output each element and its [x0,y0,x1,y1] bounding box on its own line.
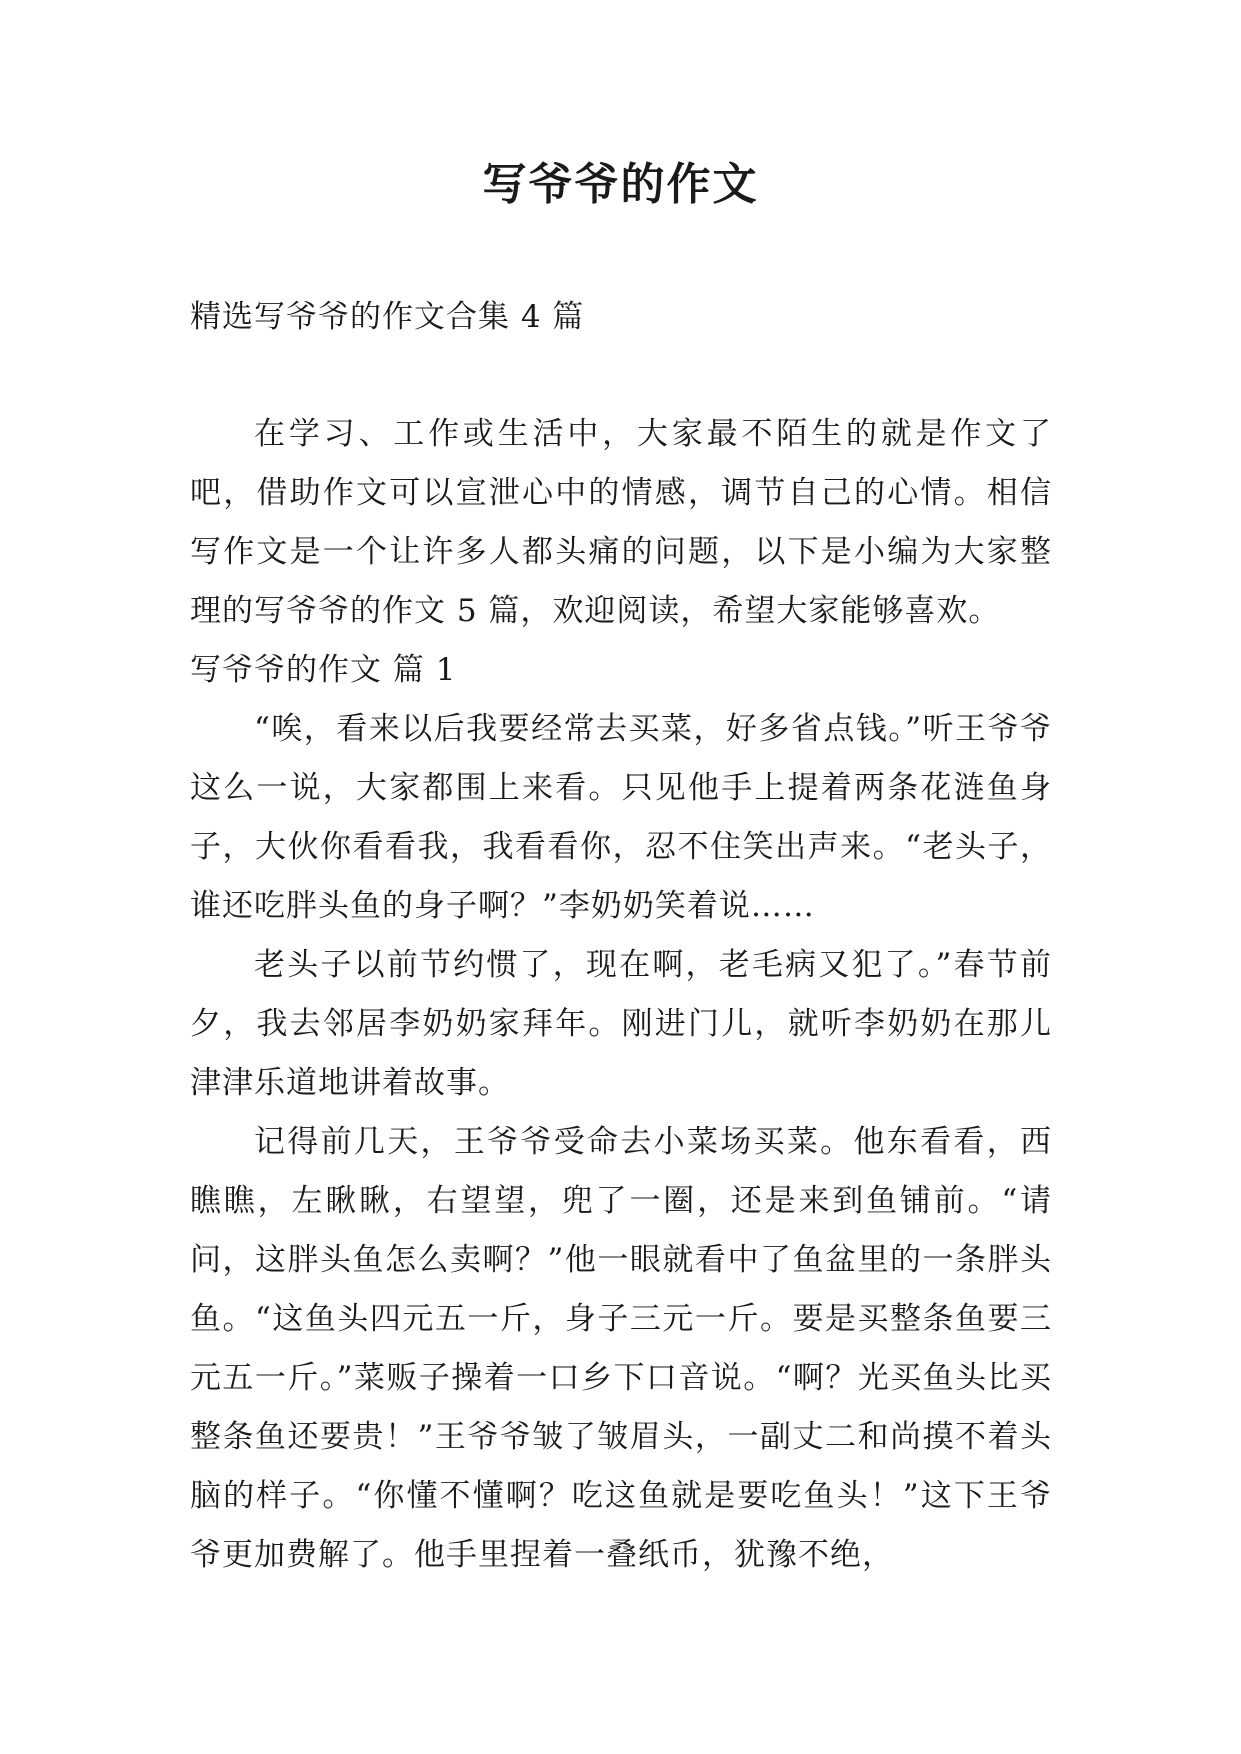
section-heading: 写爷爷的作文 篇 1 [190,652,457,688]
paragraph-intro: 在学习、工作或生活中，大家最不陌生的就是作文了吧，借助作文可以宣泄心中的情感，调节自己的心情。相信写作文是一个让许多人都头痛的问题，以下是小编为大家整理的写爷爷的作文 5 篇，欢迎阅读，希望大家能够喜欢。 [190,416,1052,629]
paragraph: 老头子以前节约惯了，现在啊，老毛病又犯了。”春节前夕，我去邻居李奶奶家拜年。刚进门儿，就听李奶奶在那儿津津乐道地讲着故事。 [190,947,1052,1101]
document-body [190,405,1052,1585]
document-title: 写爷爷的作文 [482,159,759,210]
document-subtitle: 精选写爷爷的作文合集 4 篇 [190,299,585,335]
paragraph: “唉，看来以后我要经常去买菜，好多省点钱。”听王爷爷这么一说，大家都围上来看。只见他手上提着两条花涟鱼身子，大伙你看看我，我看看你，忍不住笑出声来。“老头子，谁还吃胖头鱼的身子啊？”李奶奶笑着说…… [190,711,1052,924]
paragraph: 记得前几天，王爷爷受命去小菜场买菜。他东看看，西瞧瞧，左瞅瞅，右望望，兜了一圈，还是来到鱼铺前。“请问，这胖头鱼怎么卖啊？”他一眼就看中了鱼盆里的一条胖头鱼。“这鱼头四元五一斤，身子三元一斤。要是买整条鱼要三元五一斤。”菜贩子操着一口乡下口音说。“啊？光买鱼头比买整条鱼还要贵！”王爷爷皱了皱眉头，一副丈二和尚摸不着头脑的样子。“你懂不懂啊？吃这鱼就是要吃鱼头！”这下王爷爷更加费解了。他手里捏着一叠纸币，犹豫不绝， [190,1124,1052,1573]
